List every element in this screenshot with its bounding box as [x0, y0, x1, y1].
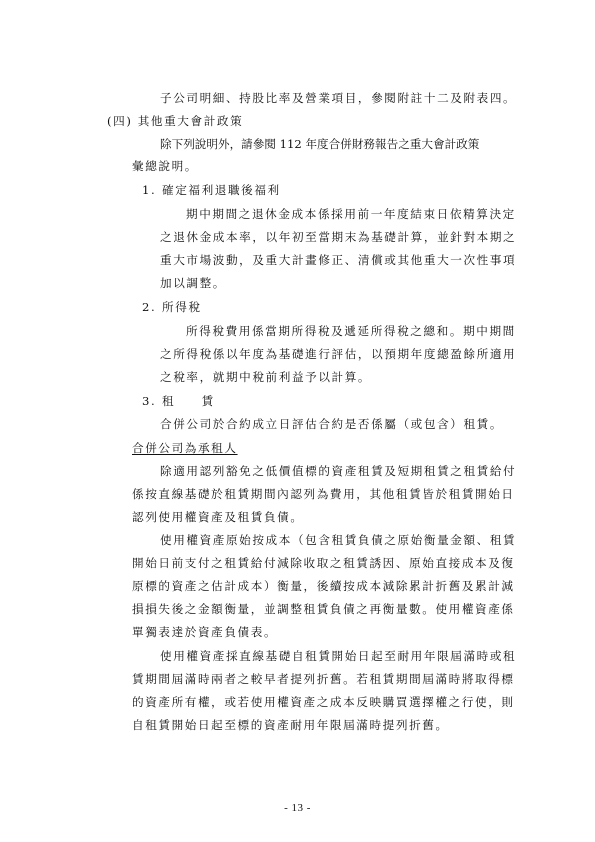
- subsection-heading-income-tax: [142, 300, 202, 315]
- paragraph-line: 認列使用權資產及租賃負債。: [132, 510, 304, 524]
- paragraph-line: 彙總說明。: [132, 159, 198, 173]
- subsection-heading-defined-benefit: [142, 183, 281, 198]
- paragraph-line: 的資產所有權，或若使用權資產之成本反映購買選擇權之行使，則: [132, 695, 515, 709]
- paragraph-line: 所得稅費用係當期所得稅及遞延所得稅之總和。期中期間: [186, 324, 516, 338]
- paragraph-line: 使用權資產採直線基礎自租賃開始日起至耐用年限屆滿時或租: [160, 649, 517, 663]
- subsection-title: 所得稅: [162, 300, 202, 314]
- paragraph-line: 自租賃開始日起至標的資產耐用年限屆滿時提列折舊。: [132, 718, 449, 732]
- paragraph-line: 係按直線基礎於租賃期間內認列為費用，其他租賃皆於租賃開始日: [132, 487, 515, 501]
- subsection-title: 確定福利退職後福利: [162, 183, 281, 197]
- paragraph-line: [160, 137, 535, 152]
- paragraph-line: 重大市場波動，及重大計畫修正、清償或其他重大一次性事項: [160, 253, 517, 267]
- item-number: 1.: [142, 183, 157, 197]
- paragraph-line: 除適用認列豁免之低價值標的資產租賃及短期租賃之租賃給付: [160, 464, 517, 478]
- section-heading-other-policies: (四) 其他重大會計政策: [107, 114, 244, 128]
- text-run: 除下列說明外，請參閱 112 年度合併財務報告之重大會計政策: [160, 137, 480, 151]
- paragraph-line: 原標的資產之估計成本）衡量，後續按成本減除累計折舊及累計減: [132, 579, 515, 593]
- subsection-heading-leases: [142, 394, 215, 409]
- heading-lessee: 合併公司為承租人: [132, 441, 238, 455]
- paragraph-line: 之退休金成本率，以年初至當期末為基礎計算，並針對本期之: [160, 230, 517, 244]
- paragraph-line: 之稅率，就期中稅前利益予以計算。: [160, 370, 372, 384]
- intro-line: 子公司明細、持股比率及營業項目，參閱附註十二及附表四。: [160, 91, 517, 105]
- paragraph-line: 加以調整。: [160, 276, 226, 290]
- item-number: 2.: [142, 300, 157, 314]
- subsection-title: 租 賃: [162, 394, 215, 408]
- paragraph-line: 使用權資產原始按成本（包含租賃負債之原始衡量金額、租賃: [160, 533, 517, 547]
- item-number: 3.: [142, 394, 157, 408]
- paragraph-line: 損損失後之金額衡量，並調整租賃負債之再衡量數。使用權資產係: [132, 602, 515, 616]
- page-number: - 13 -: [284, 802, 311, 814]
- paragraph-line: 期中期間之退休金成本係採用前一年度結束日依精算決定: [186, 207, 516, 221]
- paragraph-line: 之所得稅係以年度為基礎進行評估，以預期年度總盈餘所適用: [160, 347, 517, 361]
- paragraph-line: 單獨表達於資產負債表。: [132, 625, 278, 639]
- paragraph-line: 合併公司於合約成立日評估合約是否係屬（或包含）租賃。: [160, 417, 504, 431]
- paragraph-line: 開始日前支付之租賃給付減除收取之租賃誘因、原始直接成本及復: [132, 556, 515, 570]
- paragraph-line: 賃期間屆滿時兩者之較早者提列折舊。若租賃期間屆滿時將取得標: [132, 672, 515, 686]
